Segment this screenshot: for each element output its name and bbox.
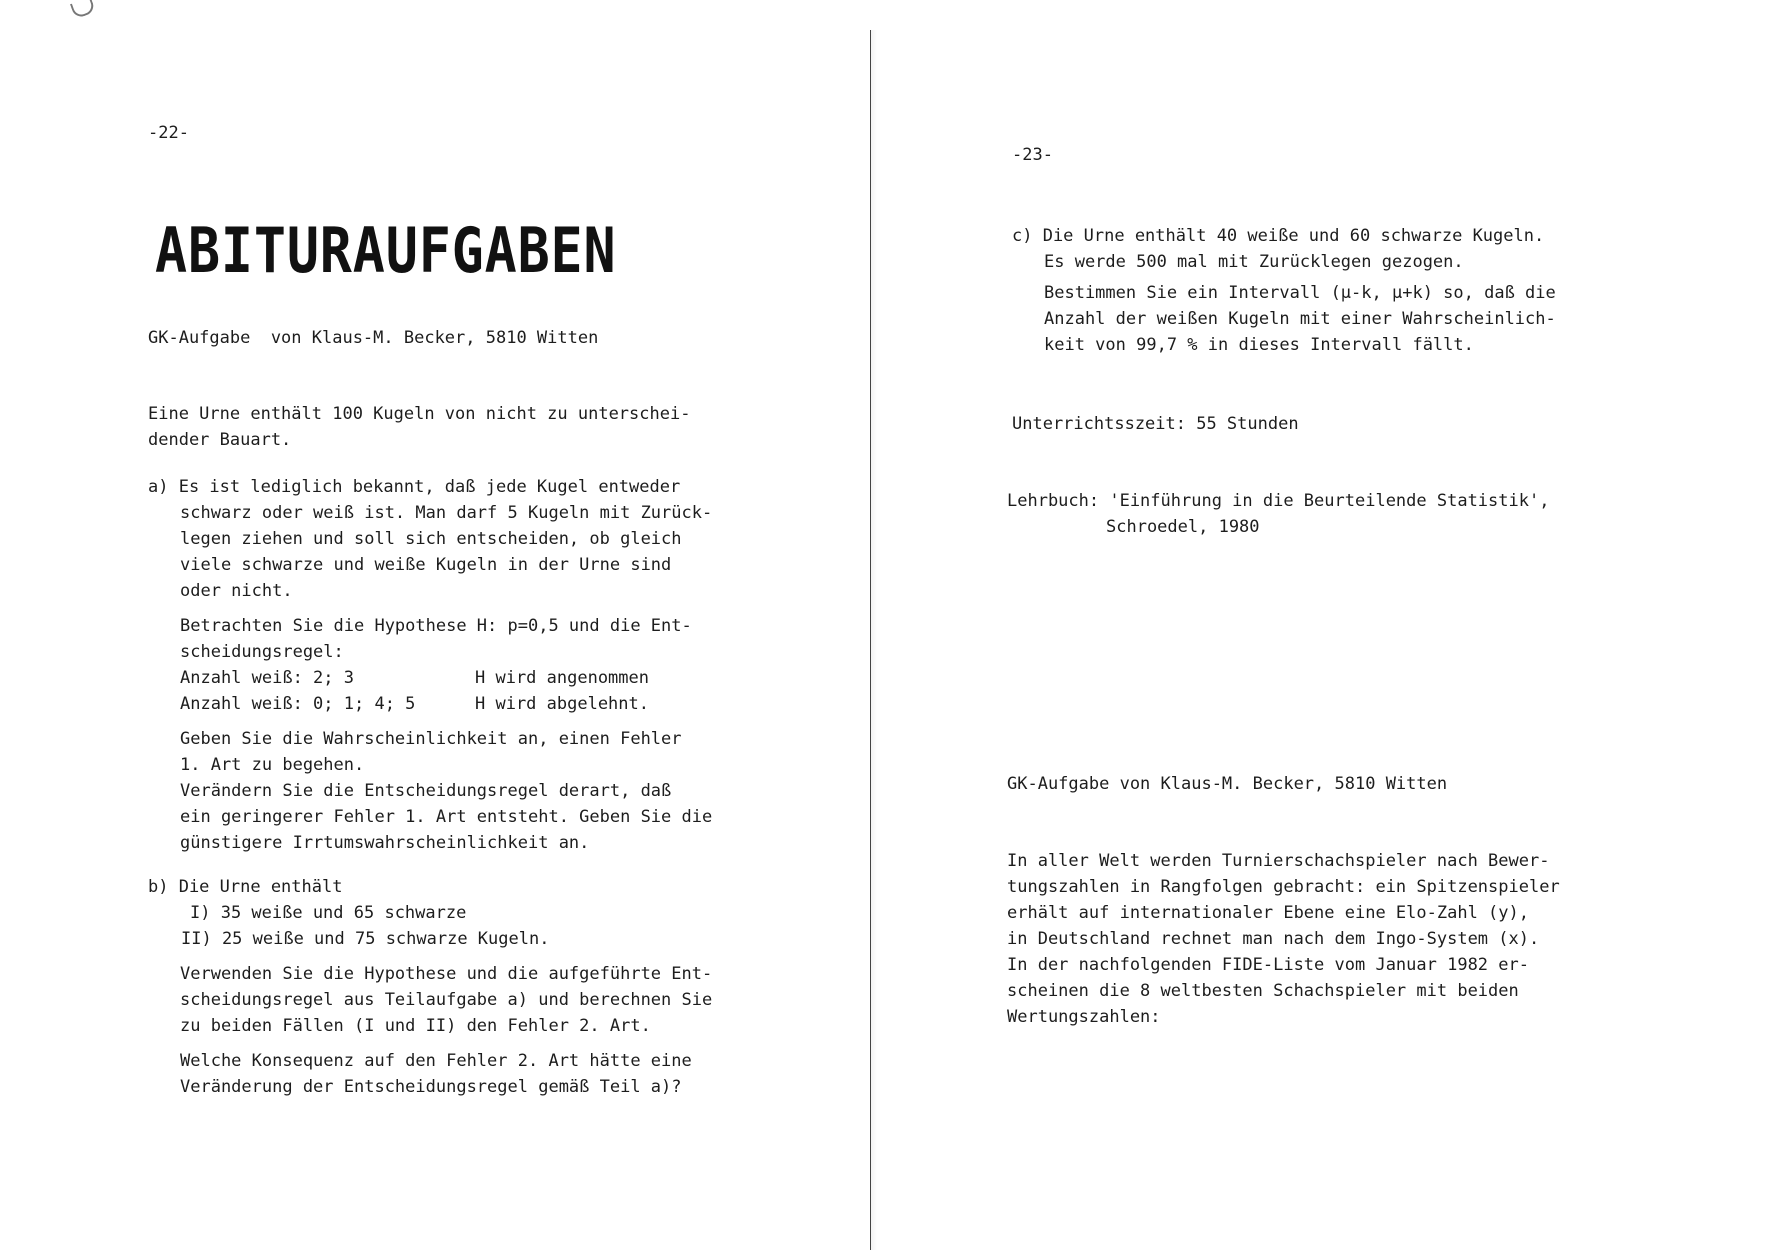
body-line: Wertungszahlen:: [1007, 1007, 1161, 1027]
part-b-task: zu beiden Fällen (I und II) den Fehler 2. Art.: [180, 1016, 651, 1036]
part-b-line: b) Die Urne enthält: [148, 877, 343, 897]
page-number-left: -22-: [148, 123, 189, 143]
author-line-left: GK-Aufgabe von Klaus-M. Becker, 5810 Witten: [148, 328, 599, 348]
author-line-right: GK-Aufgabe von Klaus-M. Becker, 5810 Witten: [1007, 774, 1448, 794]
textbook-line: Lehrbuch: 'Einführung in die Beurteilende Statistik',: [1007, 491, 1550, 511]
corner-mark-icon: [70, 0, 96, 19]
page-title: ABITURAUFGABEN: [155, 214, 617, 287]
rule-result: H wird angenommen: [475, 668, 649, 688]
right-page: [875, 0, 1766, 1257]
rule-result: H wird abgelehnt.: [475, 694, 649, 714]
intro-line: dender Bauart.: [148, 430, 292, 450]
part-c-line: Es werde 500 mal mit Zurücklegen gezogen.: [1044, 252, 1464, 272]
task-line: ein geringerer Fehler 1. Art entsteht. Geben Sie die: [180, 807, 713, 827]
body-line: tungszahlen in Rangfolgen gebracht: ein Spitzenspieler: [1007, 877, 1560, 897]
task-line: günstigere Irrtumswahrscheinlichkeit an.: [180, 833, 590, 853]
part-c-task: Bestimmen Sie ein Intervall (μ-k, μ+k) so, daß die: [1044, 283, 1556, 303]
intro-line: Eine Urne enthält 100 Kugeln von nicht zu unterschei-: [148, 404, 691, 424]
part-c-task: Anzahl der weißen Kugeln mit einer Wahrscheinlich-: [1044, 309, 1556, 329]
part-b-question: Welche Konsequenz auf den Fehler 2. Art hätte eine: [180, 1051, 692, 1071]
part-a-line: schwarz oder weiß ist. Man darf 5 Kugeln mit Zurück-: [180, 503, 713, 523]
body-line: in Deutschland rechnet man nach dem Ingo-System (x).: [1007, 929, 1540, 949]
body-line: In der nachfolgenden FIDE-Liste vom Januar 1982 er-: [1007, 955, 1529, 975]
part-b-line: II) 25 weiße und 75 schwarze Kugeln.: [181, 929, 550, 949]
part-a-line: oder nicht.: [180, 581, 293, 601]
page-number-right: -23-: [1012, 145, 1053, 165]
part-a-line: a) Es ist lediglich bekannt, daß jede Kugel entweder: [148, 477, 681, 497]
part-a-line: viele schwarze und weiße Kugeln in der Urne sind: [180, 555, 672, 575]
part-c-line: c) Die Urne enthält 40 weiße und 60 schwarze Kugeln.: [1012, 226, 1545, 246]
body-line: erhält auf internationaler Ebene eine Elo-Zahl (y),: [1007, 903, 1529, 923]
hypothesis-line: Betrachten Sie die Hypothese H: p=0,5 und die Ent-: [180, 616, 692, 636]
body-line: In aller Welt werden Turnierschachspieler nach Bewer-: [1007, 851, 1550, 871]
left-page: [0, 0, 870, 1257]
part-b-task: scheidungsregel aus Teilaufgabe a) und berechnen Sie: [180, 990, 713, 1010]
part-c-task: keit von 99,7 % in dieses Intervall fällt.: [1044, 335, 1474, 355]
rule-condition: Anzahl weiß: 2; 3: [180, 668, 354, 688]
part-b-line: I) 35 weiße und 65 schwarze: [190, 903, 467, 923]
rule-condition: Anzahl weiß: 0; 1; 4; 5: [180, 694, 416, 714]
part-b-question: Veränderung der Entscheidungsregel gemäß Teil a)?: [180, 1077, 682, 1097]
task-line: Geben Sie die Wahrscheinlichkeit an, einen Fehler: [180, 729, 682, 749]
textbook-publisher: Schroedel, 1980: [1106, 517, 1260, 537]
lesson-time: Unterrichtsszeit: 55 Stunden: [1012, 414, 1299, 434]
part-b-task: Verwenden Sie die Hypothese und die aufgeführte Ent-: [180, 964, 713, 984]
hypothesis-line: scheidungsregel:: [180, 642, 344, 662]
task-line: Verändern Sie die Entscheidungsregel derart, daß: [180, 781, 672, 801]
task-line: 1. Art zu begehen.: [180, 755, 365, 775]
part-a-line: legen ziehen und soll sich entscheiden, ob gleich: [180, 529, 682, 549]
body-line: scheinen die 8 weltbesten Schachspieler mit beiden: [1007, 981, 1519, 1001]
